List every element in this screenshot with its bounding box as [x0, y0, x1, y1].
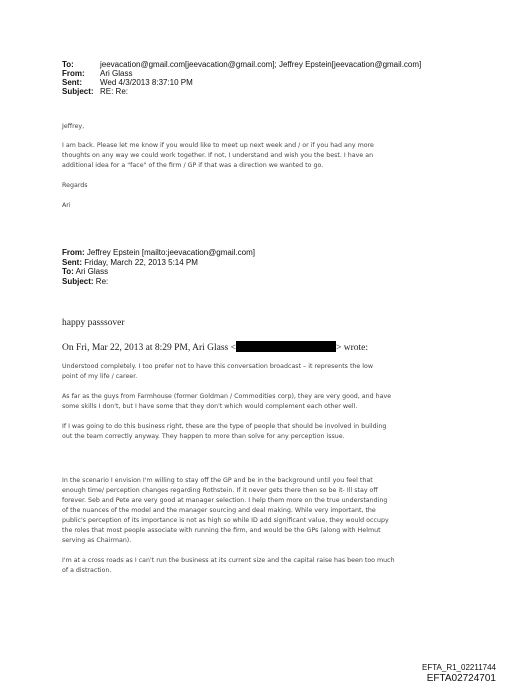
- forwarded-header: [62, 248, 482, 286]
- quote-intro-prefix: On Fri, Mar 22, 2013 at 8:29 PM, Ari Glass <: [62, 343, 236, 353]
- quoted-message: [62, 362, 502, 576]
- quoted-line: public's perception of its importance is not as high so while ID add significant value, they would occupy: [62, 517, 389, 524]
- quoted-line: Understood completely. I too prefer not to have this conversation broadcast – it represents the low: [62, 363, 374, 370]
- bates-number-large: EFTA02724701: [426, 673, 496, 684]
- quoted-line: of a distraction.: [62, 567, 112, 574]
- epstein-note: happy passsover: [62, 318, 125, 328]
- subject-value: RE: Re:: [100, 87, 129, 96]
- to-label: To:: [62, 60, 74, 69]
- reply-line: I am back. Please let me know if you would like to meet up next week and / or if you had any more: [62, 142, 374, 149]
- quoted-line: forever. Seb and Pete are very good at manager selection. I help them more on the true understanding: [62, 497, 388, 504]
- quote-intro: [62, 341, 368, 353]
- sent-label: Sent:: [62, 78, 82, 87]
- sent-value: Wed 4/3/2013 8:37:10 PM: [100, 78, 193, 87]
- quoted-line: As far as the guys from Farmhouse (former Goldman / Commodities corp), they are very good, and have: [62, 393, 392, 400]
- quoted-line: enough time/ perception changes regarding Rothstein. If it never gets there then so be it- Ill stay off: [62, 487, 378, 494]
- subject-label: Subject:: [62, 87, 94, 96]
- email-header: [62, 60, 502, 102]
- fwd-sent-value: Friday, March 22, 2013 5:14 PM: [84, 257, 198, 267]
- quoted-line: If I was going to do this business right, these are the type of people that should be involved in building: [62, 423, 387, 430]
- quoted-line: In the scenario I envision I'm willing to stay off the GP and be in the background until you feel that: [62, 477, 373, 484]
- from-label: From:: [62, 69, 85, 78]
- from-value: Ari Glass: [100, 69, 133, 78]
- fwd-to-value: Ari Glass: [75, 267, 109, 276]
- quote-intro-suffix: > wrote:: [335, 343, 368, 353]
- fwd-from-value: Jeffrey Epstein [mailto:jeevacation@gmail.com]: [86, 248, 255, 257]
- fwd-sent-label: Sent:: [62, 257, 82, 267]
- reply-greeting: Jeffrey,: [62, 123, 85, 130]
- quoted-line: point of my life / career.: [62, 373, 138, 380]
- quoted-line: some skills I don't, but I have some that they don't which would complement each other well.: [62, 403, 358, 410]
- fwd-subject-value: Re:: [95, 276, 109, 286]
- reply-body: [62, 122, 492, 211]
- to-value: jeevacation@gmail.com[jeevacation@gmail.com]; Jeffrey Epstein[jeevacation@gmail.com]: [100, 60, 422, 69]
- fwd-subject-label: Subject:: [62, 276, 94, 286]
- reply-line: thoughts on any way we could work together. If not, I understand and wish you the best. I have an: [62, 152, 374, 159]
- fwd-from-label: From:: [62, 248, 85, 257]
- quoted-line: out the team correctly anyway. They happen to more than solve for any perception issue.: [62, 433, 345, 440]
- reply-line: additional idea for a "face" of the firm / GP if that was a direction we wanted to go.: [62, 162, 324, 169]
- quoted-line: of the nuances of the model and the manager sourcing and deal making. While very important, the: [62, 507, 376, 514]
- quoted-line: the roles that most people associate with running the firm, and would be the GPs (along with Helmut: [62, 527, 381, 534]
- reply-closing: Regards: [62, 182, 88, 189]
- quoted-line: I'm at a cross roads as I can't run the business at its current size and the capital raise has been too much: [62, 557, 395, 564]
- quoted-line: serving as Chairman).: [62, 537, 132, 544]
- reply-signature: Ari: [62, 202, 71, 209]
- redaction-box: [236, 341, 336, 352]
- fwd-to-label: To:: [62, 267, 74, 276]
- bates-number-small: EFTA_R1_02211744: [422, 663, 496, 672]
